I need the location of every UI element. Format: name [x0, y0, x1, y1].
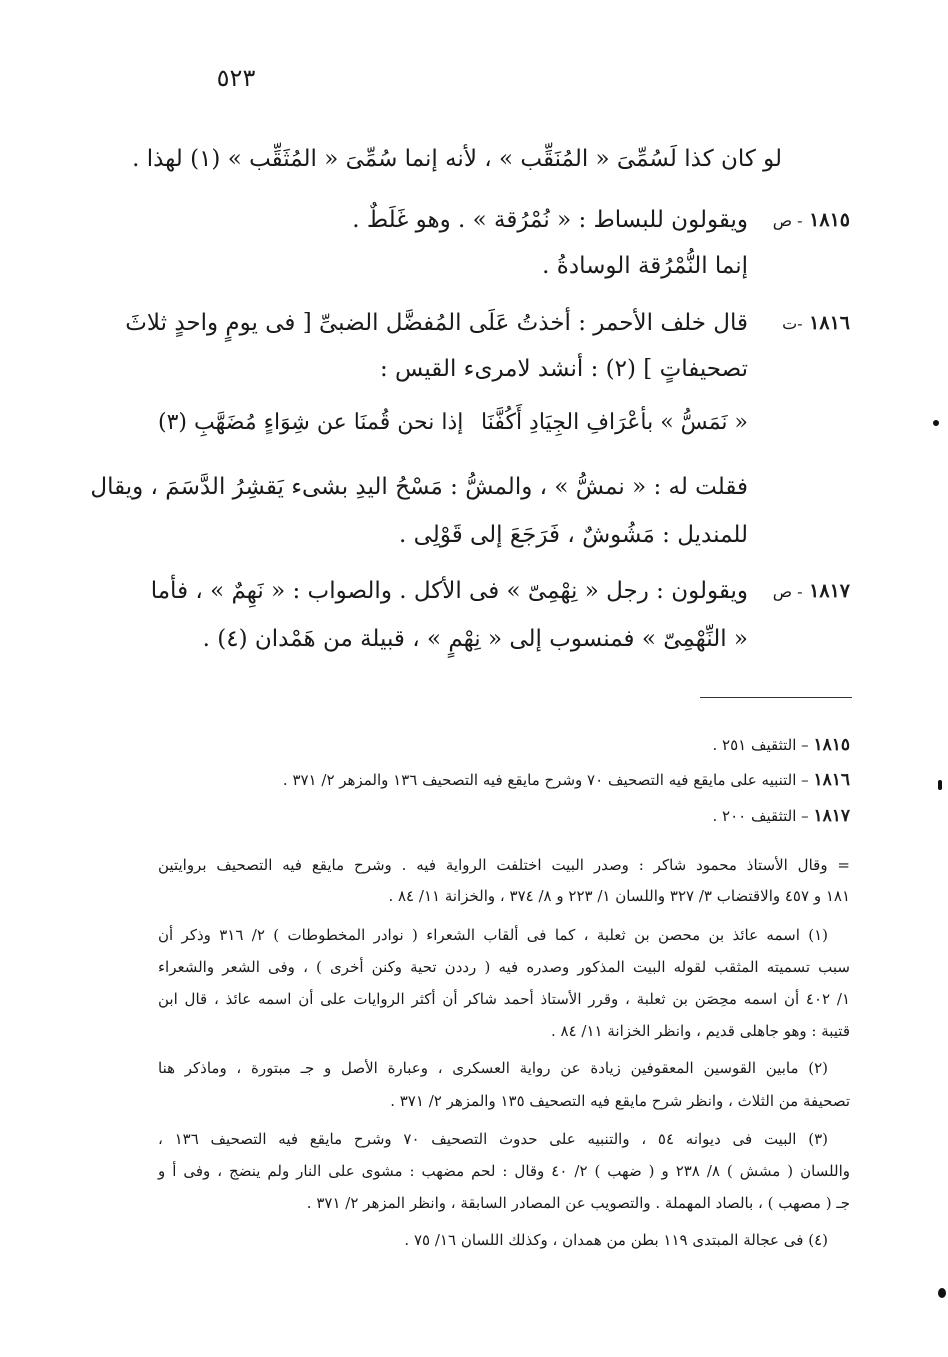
entry-1815-line-2: إنما النُّمْرُقة الوسادةُ .	[542, 253, 748, 279]
footnote-1-line-1: (١) اسمه عائذ بن محصن بن ثعلبة ، كما فى ألقاب الشعراء ( نوادر المخطوطات ) ٢/ ٣١٦ وذكر أن	[158, 926, 828, 944]
entry-tag: - ص	[772, 582, 803, 601]
source-1817	[158, 801, 850, 831]
verse-hemistich-1: « نَمَسُّ » بأعْرَافِ الجِيَادِ أَكُفَّنَا	[481, 410, 748, 435]
scan-speck	[938, 1288, 946, 1298]
scan-speck	[933, 420, 939, 426]
footnote-2-line-1: (٢) مابين القوسين المعقوفين زيادة عن رواية العسكرى ، وعبارة الأصل و جـ مبتورة ، وماذكر هنا	[158, 1059, 828, 1077]
footnote-continued-line-2: ١٨١ و ٤٥٧ والاقتضاب ٣/ ٣٢٧ واللسان ١/ ٢٢٣ و ٨/ ٣٧٤ ، والخزانة ١١/ ٨٤ .	[388, 887, 850, 905]
footnote-separator	[700, 697, 852, 698]
footnote-1-line-3: ١/ ٤٠٢ أن اسمه محِصَن بن ثعلبة ، وقرر الأستاذ أحمد شاكر أن أكثر الروايات على أن اسمه عائذ ، قال ابن	[158, 990, 850, 1008]
footnote-3-line-1: (٣) البيت فى ديوانه ٥٤ ، والتنبيه على حدوث التصحيف ٧٠ وشرح مايقع فيه التصحيف ١٣٦ ،	[158, 1130, 828, 1148]
source-1815	[158, 730, 850, 760]
entry-1815-line-1: ويقولون للبساط : « نُمْرُقة » . وهو غَلَطٌ .	[352, 207, 748, 233]
entry-number-1817	[750, 572, 850, 611]
entry-tag: -ت	[782, 314, 803, 333]
verse-hemistich-2: إذا نحن قُمنَا عن شِوَاءٍ مُضَهَّبِ (٣)	[158, 410, 464, 435]
entry-tag: - ص	[772, 211, 803, 230]
entry-number-1815	[750, 201, 850, 240]
entry-1816-line-1: قال خلف الأحمر : أخذتُ عَلَى المُفضَّل الضبىِّ [ فى يومٍ واحدٍ ثلاثَ	[125, 310, 748, 336]
footnote-continued-line-1: = وقال الأستاذ محمود شاكر : وصدر البيت اختلفت الرواية فيه . وشرح مايقع فيه التصحيف بروايتين	[158, 856, 850, 874]
entry-number: ١٨١٧	[809, 580, 850, 602]
source-text: – التثقيف ٢٠٠ .	[712, 807, 809, 825]
footnote-2-line-2: تصحيفة من الثلاث ، وانظر شرح مايقع فيه التصحيف ١٣٥ والمزهر ٢/ ٣٧١ .	[390, 1092, 850, 1110]
footnote-4-line-1: (٤) فى عجالة المبتدى ١١٩ بطن من همدان ، وكذلك اللسان ١٦/ ٧٥ .	[404, 1231, 828, 1249]
page-number: ٥٢٣	[216, 64, 256, 92]
entry-1816-line-3: فقلت له : « نمشُّ » ، والمشُّ : مَسْحُ اليدِ بشىء يَقشِرُ الدَّسَمَ ، ويقال	[90, 474, 748, 500]
source-number: ١٨١٧	[813, 806, 850, 826]
footnote-1-line-4: قتيبة : وهو جاهلى قديم ، وانظر الخزانة ١١/ ٨٤ .	[550, 1022, 850, 1040]
source-number: ١٨١٦	[813, 770, 850, 790]
source-number: ١٨١٥	[813, 735, 850, 755]
entry-number: ١٨١٦	[809, 312, 850, 334]
body-line-1: لو كان كذا لَسُمِّىَ « المُنَقِّب » ، لأنه إنما سُمِّىَ « المُثَقِّب » (١) لهذا .	[132, 146, 782, 172]
entry-1817-line-1: ويقولون : رجل « نِهْمِىّ » فى الأكل . والصواب : « نَهِمٌ » ، فأما	[150, 578, 748, 604]
entry-1817-line-2: « النِّهْمِىّ » فمنسوب إلى « نِهْمٍ » ، قبيلة من هَمْدان (٤) .	[202, 626, 748, 652]
entry-number-1816	[750, 304, 850, 343]
source-text: – التثقيف ٢٥١ .	[712, 736, 809, 754]
entry-1816-line-4: للمنديل : مَشُوشٌ ، فَرَجَعَ إلى قَوْلِى .	[399, 522, 748, 548]
footnote-3-line-2: واللسان ( مشش ) ٨/ ٢٣٨ و ( ضهب ) ٢/ ٤٠ وقال : لحم مضهب : مشوى على النار ولم ينضج ، وفى أ و	[158, 1162, 850, 1180]
scan-speck	[938, 780, 942, 790]
entry-number: ١٨١٥	[809, 209, 850, 231]
footnote-1-line-2: سبب تسميته المثقب لقوله البيت المذكور وصدره فيه ( رددن تحية وكنن أخرى ) ، وفى الشعر والشعراء	[158, 958, 850, 976]
source-1816	[158, 765, 850, 795]
source-text: – التنبيه على مايقع فيه التصحيف ٧٠ وشرح مايقع فيه التصحيف ١٣٦ والمزهر ٢/ ٣٧١ .	[282, 771, 809, 789]
entry-1816-line-2: تصحيفاتٍ ] (٢) : أنشد لامرىء القيس :	[379, 356, 748, 382]
footnote-3-line-3: جـ ( مصهب ) ، بالصاد المهملة . والتصويب عن المصادر السابقة ، وانظر المزهر ٢/ ٣٧١ .	[306, 1194, 850, 1212]
